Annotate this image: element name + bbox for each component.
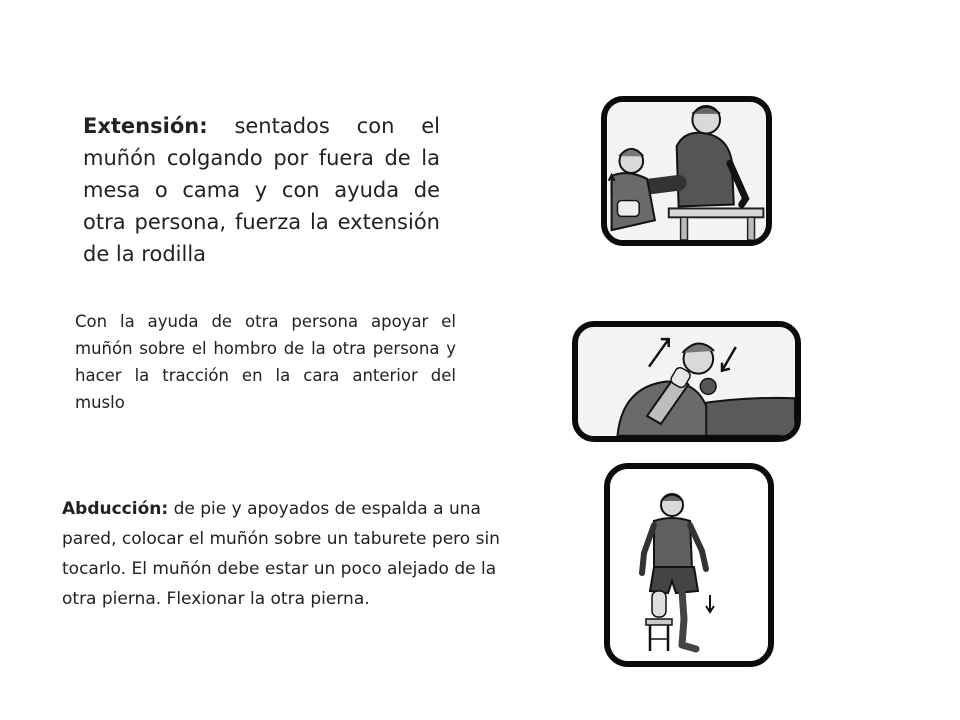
abduction-instructions: [62, 494, 524, 614]
standing-abduction-illustration: [604, 463, 774, 667]
standing-abduction-drawing: [610, 469, 768, 661]
shoulder-traction-illustration: [572, 321, 801, 442]
shoulder-traction-body: Con la ayuda de otra persona apoyar el muñón sobre el hombro de la otra persona y hacer la tracción en la cara anterior del muslo: [75, 312, 456, 412]
seated-extension-drawing: [607, 102, 766, 240]
shoulder-traction-drawing: [578, 327, 795, 436]
extension-body: sentados con el muñón colgando por fuera de la mesa o cama y con ayuda de otra persona, fuerza la extensión de la rodilla: [83, 114, 440, 266]
abduction-body: de pie y apoyados de espalda a una pared, colocar el muñón sobre un taburete pero sin tocarlo. El muñón debe estar un poco alejado de la otra pierna. Flexionar la otra pierna.: [62, 499, 500, 609]
extension-heading: Extensión:: [83, 114, 208, 138]
seated-knee-extension-illustration: [601, 96, 772, 246]
extension-instructions: [83, 110, 440, 270]
abduction-heading: Abducción:: [62, 499, 169, 519]
shoulder-traction-instructions: [75, 308, 456, 416]
